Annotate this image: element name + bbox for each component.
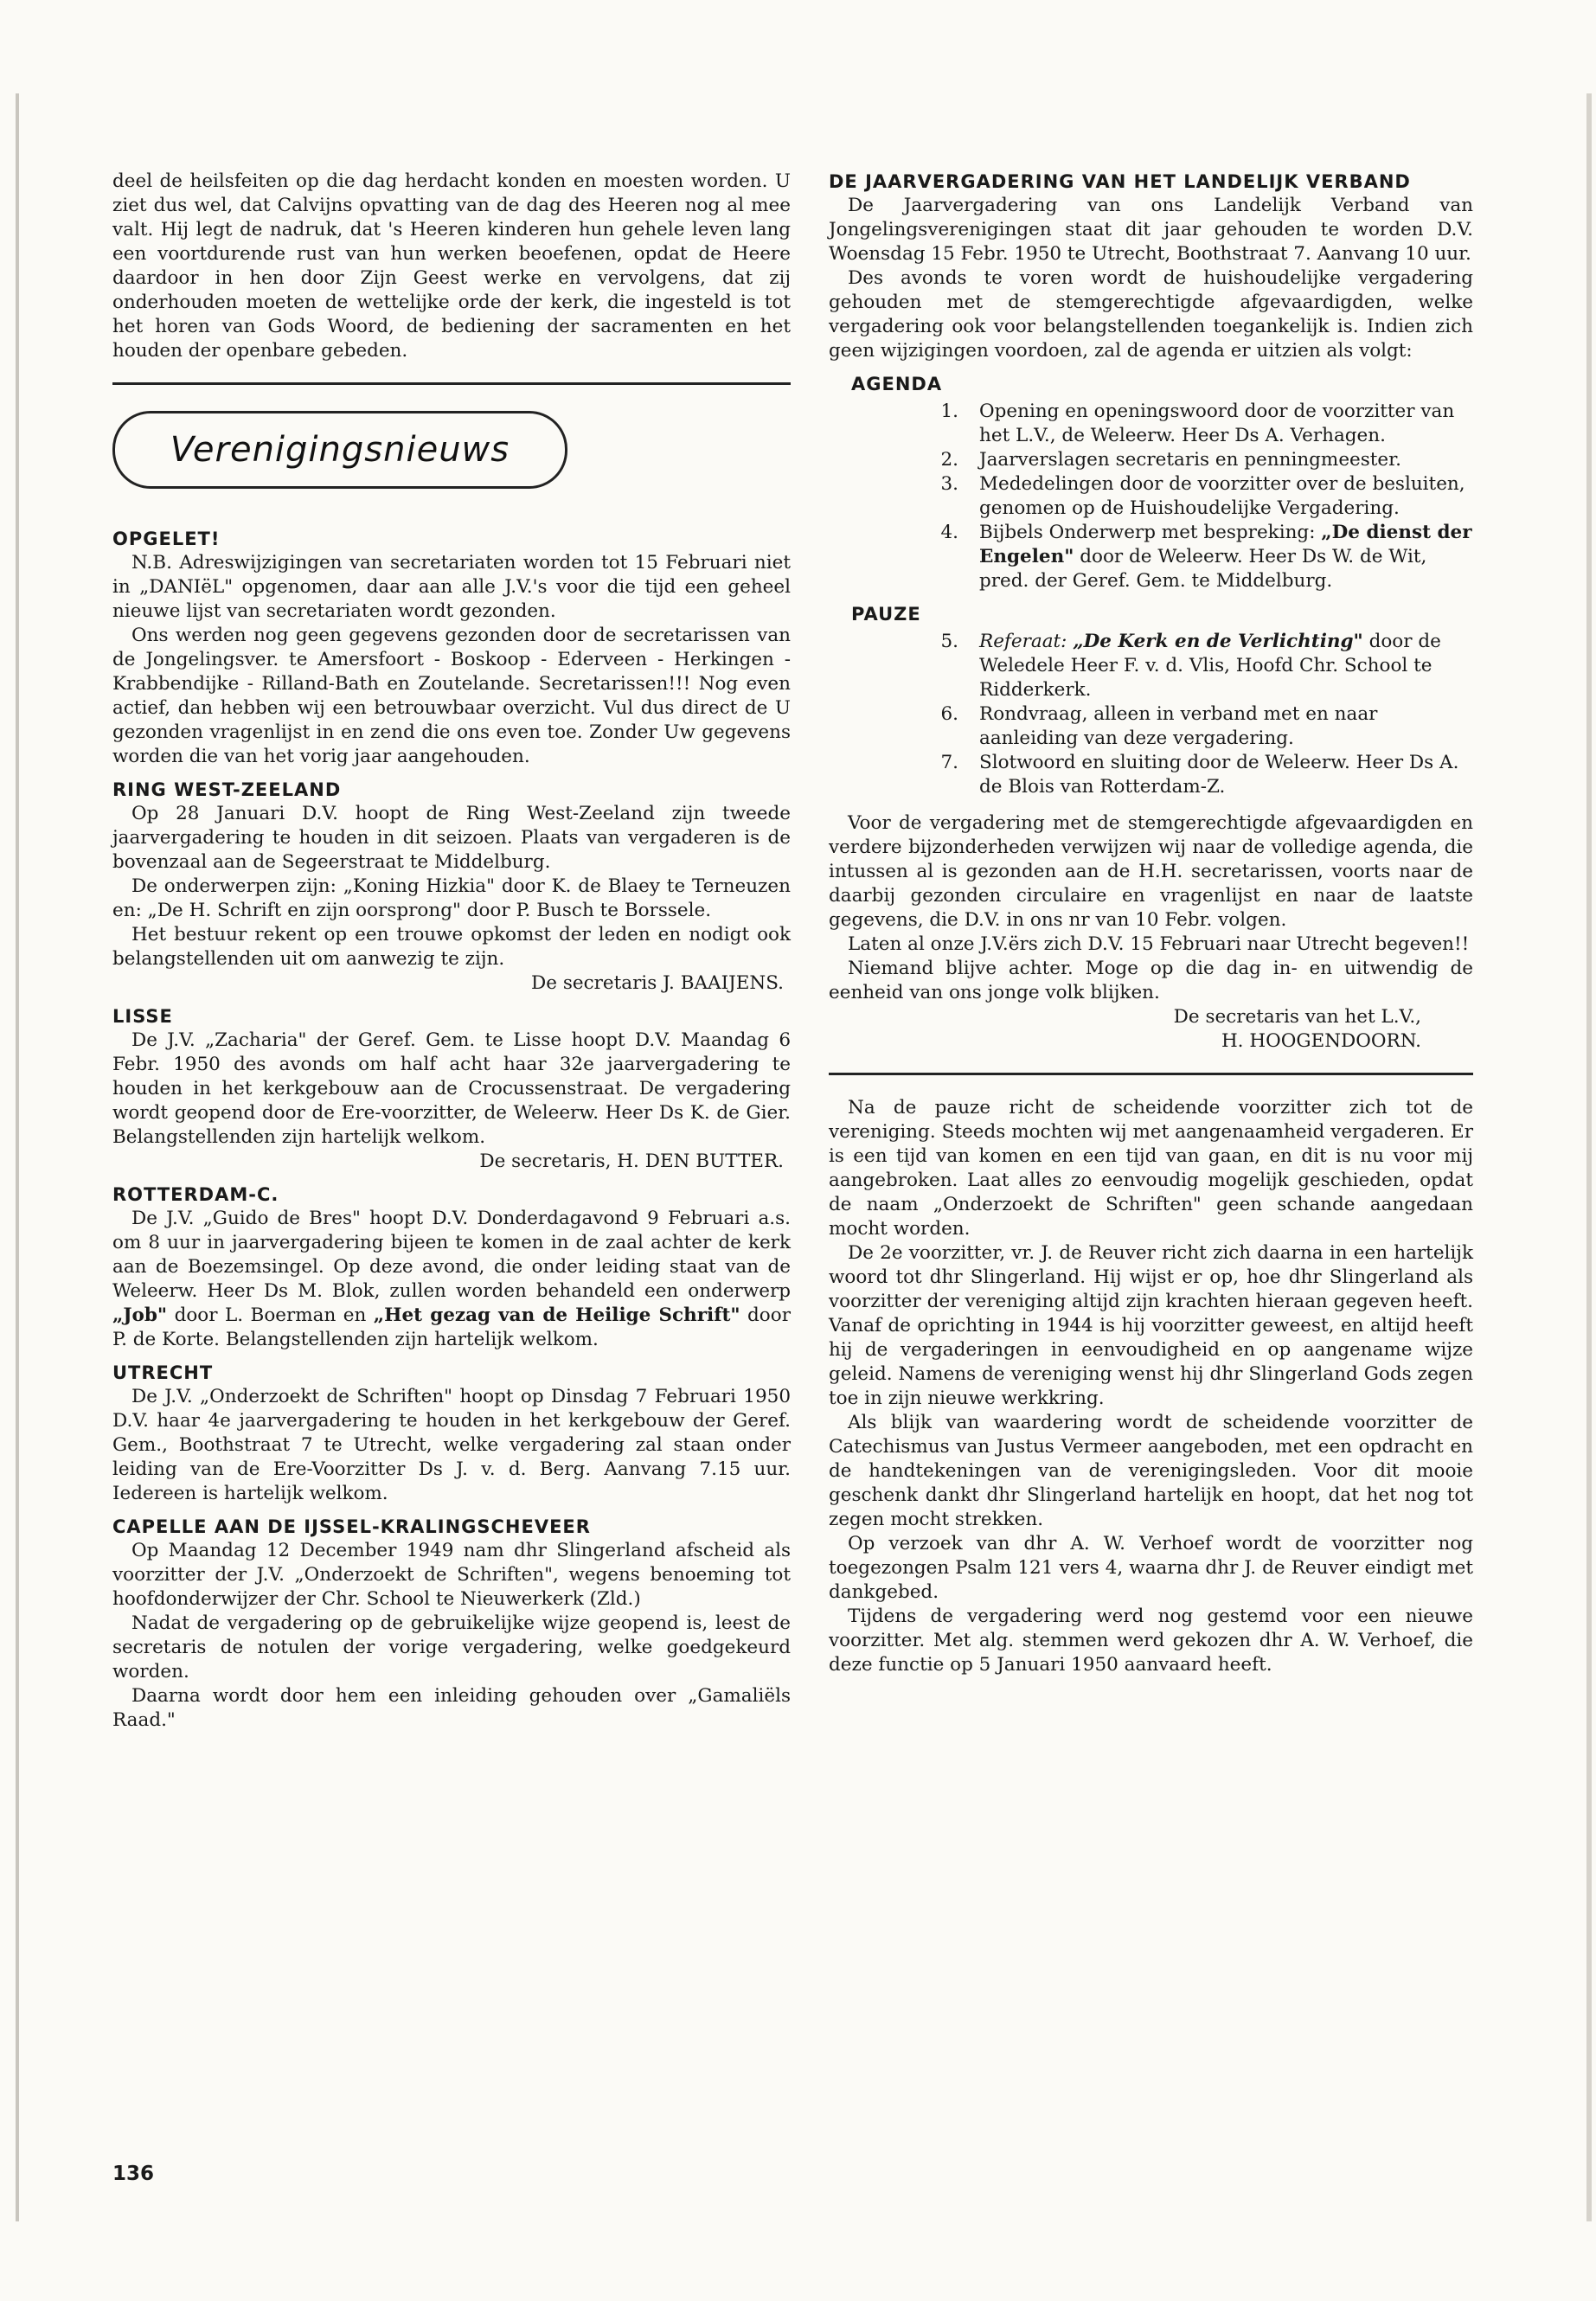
rotterdam-text-c: door P. de Korte. Belangstellenden zijn hartelijk welkom. <box>112 1304 791 1350</box>
agenda-item-post: door de Weleerw. Heer Ds W. de Wit, pred. der Geref. Gem. te Middelburg. <box>979 546 1427 592</box>
heading-pauze: PAUZE <box>851 604 921 625</box>
agenda-item-pre: Referaat: <box>979 631 1067 652</box>
capelle-cont-paragraph-1: Na de pauze richt de scheidende voorzitter zich tot de vereniging. Steeds mochten wij met aangenaamheid vergaderen. Er is een tijd van komen en een tijd van gaan, en dit is nu voor mij aangebroken. Laat alles zo eenvoudig mogelijk geschieden, opdat de naam „Onderzoekt de Schriften" geen schande aangedaan mocht worden. <box>829 1097 1473 1240</box>
page-number: 136 <box>112 2163 155 2185</box>
capelle-cont-paragraph-2: De 2e voorzitter, vr. J. de Reuver richt zich daarna in een hartelijk woord tot dhr Slingerland. Hij wijst er op, hoe dhr Slingerland als voorzitter der vereniging altijd zijn krachten hieraan gegeven heeft. Vanaf de oprichting in 1944 is hij voorzitter geweest, en altijd heeft hij de vergaderingen in eenvoudigheid en op aangename wijze geleid. Namens de vereniging wenst hij dhr Slingerland Gods zegen toe in zijn nieuwe werkkring. <box>829 1242 1473 1409</box>
jv-paragraph-3: Voor de vergadering met de stemgerechtigde afgevaardigden en verdere bijzonderheden verwijzen wij naar de volledige agenda, die intussen al is gezonden aan de H.H. secretarissen, voorts naar de daarbij gezonden circulaire en vragenlijst en naar de laatste gegevens, die D.V. in ons nr van 10 Febr. volgen. <box>829 812 1473 931</box>
agenda-item-text <box>979 521 1473 593</box>
heading-rotterdam: ROTTERDAM-C. <box>112 1184 279 1205</box>
agenda-item-number: 6. <box>940 703 958 725</box>
page-edge-left <box>16 93 19 2221</box>
right-column <box>829 170 1473 1677</box>
agenda-item <box>829 521 1473 593</box>
agenda-item-number: 5. <box>940 631 958 652</box>
heading-opgelet: OPGELET! <box>112 529 221 549</box>
heading-lisse: LISSE <box>112 1006 173 1027</box>
rotterdam-paragraph <box>112 1207 791 1352</box>
ring-paragraph-1: Op 28 Januari D.V. hoopt de Ring West-Zeeland zijn tweede jaarvergadering te houden in dit seizoen. Plaats van vergaderen is de bovenzaal aan de Segeerstraat te Middelburg. <box>112 803 791 873</box>
agenda-item-text: Opening en openingswoord door de voorzitter van het L.V., de Weleerw. Heer Ds A. Verhagen. <box>979 401 1455 446</box>
agenda-item <box>829 630 1473 702</box>
capelle-paragraph-2: Nadat de vergadering op de gebruikelijke wijze geopend is, leest de secretaris de notulen der vorige vergadering, welke goedgekeurd worden. <box>112 1612 791 1682</box>
rotterdam-text-a: De J.V. „Guido de Bres" hoopt D.V. Donderdagavond 9 Februari a.s. om 8 uur in jaarvergadering bijeen te komen in de zaal achter de kerk aan de Boezemsingel. Op deze avond, die onder leiding staat van de Weleerw. Heer Ds M. Blok, zullen worden behandeld een onderwerp <box>112 1208 791 1302</box>
agenda-item-text: Jaarverslagen secretaris en penningmeester. <box>979 449 1401 471</box>
agenda-item <box>829 400 1473 448</box>
lisse-paragraph: De J.V. „Zacharia" der Geref. Gem. te Lisse hoopt D.V. Maandag 6 Febr. 1950 des avonds om half acht haar 32e jaarvergadering te houden in het kerkgebouw aan de Crocussenstraat. De vergadering wordt geopend door de Ere-voorzitter, de Weleerw. Heer Ds K. de Gier. Belangstellenden zijn hartelijk welkom. <box>112 1029 791 1148</box>
ring-paragraph-2: De onderwerpen zijn: „Koning Hizkia" door K. de Blaey te Terneuzen en: „De H. Schrift en zijn oorsprong" door P. Busch te Borssele. <box>112 875 791 921</box>
agenda-item <box>829 751 1473 799</box>
capelle-cont-paragraph-3: Als blijk van waardering wordt de scheidende voorzitter de Catechismus van Justus Vermeer aangeboden, met een opdracht en de handtekeningen van de verenigingsleden. Voor dit mooie geschenk dankt dhr Slingerland hartelijk en hoopt, dat het nog tot zegen mocht strekken. <box>829 1412 1473 1530</box>
jv-paragraph-4: Laten al onze J.V.ërs zich D.V. 15 Februari naar Utrecht begeven!! <box>848 933 1470 955</box>
agenda-list <box>829 400 1473 593</box>
section-divider-right <box>829 1073 1473 1075</box>
jv-signature-line-2: H. HOOGENDOORN. <box>1221 1030 1421 1052</box>
agenda-item-post: door de Weledele Heer F. v. d. Vlis, Hoofd Chr. School te Ridderkerk. <box>979 631 1441 701</box>
rotterdam-job-title: „Job" <box>112 1304 168 1326</box>
capelle-cont-paragraph-5: Tijdens de vergadering werd nog gestemd voor een nieuwe voorzitter. Met alg. stemmen werd gekozen dhr A. W. Verhoef, die deze functie op 5 Januari 1950 aanvaard heeft. <box>829 1606 1473 1676</box>
ring-paragraph-3: Het bestuur rekent op een trouwe opkomst der leden en nodigt ook belangstellenden uit om aanwezig te zijn. <box>112 924 791 970</box>
heading-utrecht: UTRECHT <box>112 1362 214 1383</box>
agenda-item-text: Slotwoord en sluiting door de Weleerw. Heer Ds A. de Blois van Rotterdam-Z. <box>979 752 1459 798</box>
rotterdam-gezag-title: „Het gezag van de Heilige Schrift" <box>373 1304 740 1326</box>
opgelet-paragraph-2: Ons werden nog geen gegevens gezonden door de secretarissen van de Jongelingsver. te Amersfoort - Boskoop - Ederveen - Herkingen - Krabbendijke - Rilland-Bath en Zoutelande. Secretarissen!!! Nog even actief, dan hebben wij een betrouwbaar overzicht. Vul dus direct de U gezonden vragenlijst in en zend die ons even toe. Zonder Uw gegevens worden die van het vorig jaar aangehouden. <box>112 625 791 767</box>
lisse-signature: De secretaris, H. DEN BUTTER. <box>479 1150 784 1172</box>
section-banner-title: Verenigingsnieuws <box>112 411 567 489</box>
capelle-cont-paragraph-4: Op verzoek van dhr A. W. Verhoef wordt de voorzitter nog toegezongen Psalm 121 vers 4, waarna dhr J. de Reuver eindigt met dankgebed. <box>829 1533 1473 1603</box>
agenda-item-number: 1. <box>940 401 958 422</box>
ring-signature: De secretaris J. BAAIJENS. <box>531 972 784 994</box>
heading-agenda: AGENDA <box>851 374 943 394</box>
section-divider <box>112 382 791 385</box>
agenda-item-text: Rondvraag, alleen in verband met en naar aanleiding van deze vergadering. <box>979 703 1378 749</box>
left-column <box>112 170 791 1733</box>
capelle-paragraph-1: Op Maandag 12 December 1949 nam dhr Slingerland afscheid als voorzitter der J.V. „Onderzoekt de Schriften", wegens benoeming tot hoofdonderwijzer der Chr. School te Nieuwerkerk (Zld.) <box>112 1540 791 1610</box>
jv-paragraph-2: Des avonds te voren wordt de huishoudelijke vergadering gehouden met de stemgerechtigde afgevaardigden, welke vergadering ook voor belangstellenden toegankelijk is. Indien zich geen wijzigingen voordoen, zal de agenda er uitzien als volgt: <box>829 267 1473 362</box>
rotterdam-text-b: door L. Boerman en <box>174 1304 367 1326</box>
agenda-item <box>829 702 1473 751</box>
agenda-item-number: 7. <box>940 752 958 773</box>
jv-signature-line-1: De secretaris van het L.V., <box>1173 1006 1421 1028</box>
jv-paragraph-5: Niemand blijve achter. Moge op die dag in- en uitwendig de eenheid van ons jonge volk blijken. <box>829 958 1473 1003</box>
utrecht-paragraph: De J.V. „Onderzoekt de Schriften" hoopt op Dinsdag 7 Februari 1950 D.V. haar 4e jaarvergadering te houden in het kerkgebouw der Geref. Gem., Boothstraat 7 te Utrecht, welke vergadering zal staan onder leiding van de Ere-Voorzitter Ds J. v. d. Berg. Aanvang 7.15 uur. Iedereen is hartelijk welkom. <box>112 1386 791 1504</box>
agenda-item-number: 4. <box>940 522 958 543</box>
capelle-paragraph-3: Daarna wordt door hem een inleiding gehouden over „Gamaliëls Raad." <box>112 1685 791 1731</box>
heading-ring-west-zeeland: RING WEST-ZEELAND <box>112 779 342 800</box>
jv-paragraph-1: De Jaarvergadering van ons Landelijk Verband van Jongelingsverenigingen staat dit jaar gehouden te worden D.V. Woensdag 15 Febr. 1950 te Utrecht, Boothstraat 7. Aanvang 10 uur. <box>829 195 1473 265</box>
intro-paragraph: deel de heilsfeiten op die dag herdacht konden en moesten worden. U ziet dus wel, dat Calvijns opvatting van de dag des Heeren nog al mee valt. Hij legt de nadruk, dat 's Heeren kinderen hun gehele leven lang een voortdurende rust van hun werken beoefenen, opdat de Heere daardoor in hen door Zijn Geest werke en vervolgens, dat zij onderhouden moeten de wettelijke orde der kerk, die ingesteld is tot het horen van Gods Woord, de bediening der sacramenten en het houden der openbare gebeden. <box>112 170 791 362</box>
agenda-item-text: Mededelingen door de voorzitter over de besluiten, genomen op de Huishoudelijke Vergadering. <box>979 473 1465 519</box>
banner-container <box>112 406 791 518</box>
agenda-item-number: 2. <box>940 449 958 471</box>
opgelet-paragraph-1: N.B. Adreswijzigingen van secretariaten worden tot 15 Februari niet in „DANIëL" opgenomen, daar aan alle J.V.'s voor die tijd een geheel nieuwe lijst van secretariaten wordt gezonden. <box>112 552 791 622</box>
page-edge-right <box>1586 93 1592 2221</box>
agenda-item-text <box>979 630 1473 702</box>
agenda-item-number: 3. <box>940 473 958 495</box>
agenda-item <box>829 472 1473 521</box>
agenda-item-bold: „De dienst der Engelen" <box>979 522 1472 567</box>
heading-jaarvergadering: DE JAARVERGADERING VAN HET LANDELIJK VERBAND <box>829 171 1411 192</box>
agenda-item-bold: „De Kerk en de Verlichting" <box>1073 631 1363 652</box>
heading-capelle: CAPELLE AAN DE IJSSEL-KRALINGSCHEVEER <box>112 1516 591 1537</box>
agenda-item <box>829 448 1473 472</box>
agenda-list-2 <box>829 630 1473 799</box>
agenda-item-pre: Bijbels Onderwerp met bespreking: <box>979 522 1316 543</box>
